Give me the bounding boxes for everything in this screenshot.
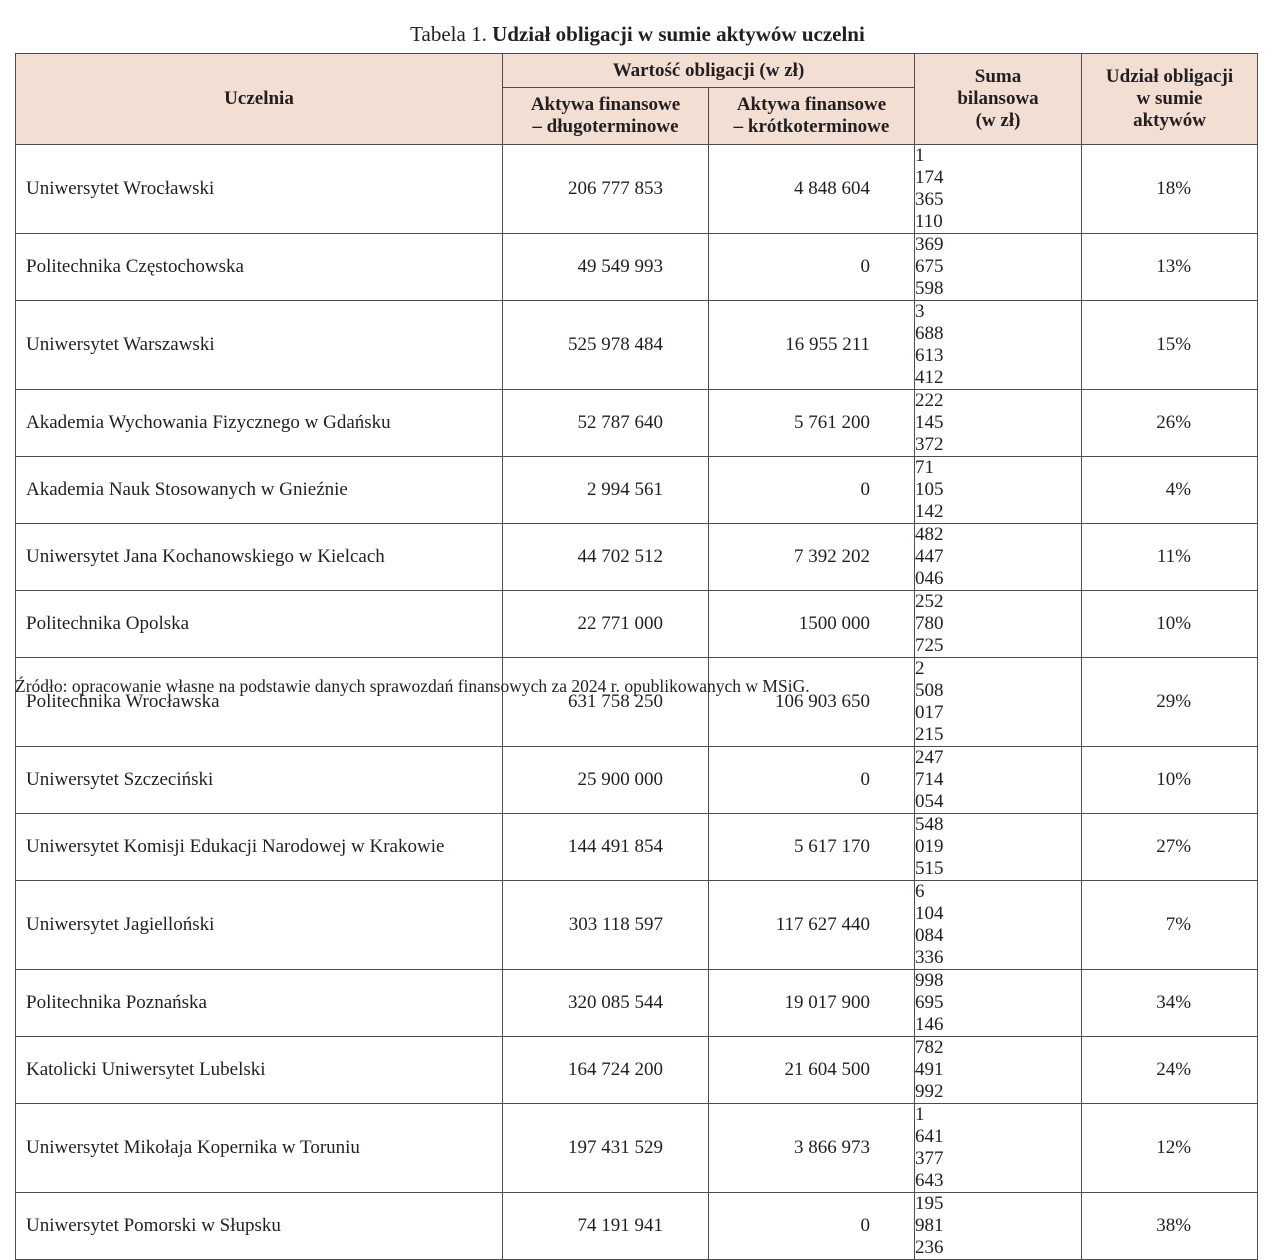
table-row: [16, 524, 1258, 591]
cell-uczelnia: Uniwersytet Jana Kochanowskiego w Kielcach: [16, 524, 503, 591]
cell-suma-bilansowa: 71 105 142: [915, 457, 1082, 524]
cell-suma-bilansowa: 195 981 236: [915, 1193, 1082, 1260]
cell-udzial: 11%: [1082, 524, 1258, 591]
cell-uczelnia: Uniwersytet Komisji Edukacji Narodowej w Krakowie: [16, 814, 503, 881]
cell-udzial: 4%: [1082, 457, 1258, 524]
cell-suma-bilansowa: 998 695 146: [915, 970, 1082, 1037]
cell-udzial: 7%: [1082, 881, 1258, 970]
table-title: Udział obligacji w sumie aktywów uczelni: [492, 22, 865, 46]
cell-suma-bilansowa: 369 675 598: [915, 234, 1082, 301]
cell-aktywa-krotkoterminowe: 19 017 900: [709, 970, 915, 1037]
cell-aktywa-dlugoterminowe: 631 758 250: [503, 658, 709, 747]
cell-uczelnia: Politechnika Częstochowska: [16, 234, 503, 301]
cell-aktywa-dlugoterminowe: 25 900 000: [503, 747, 709, 814]
source-note: Źródło: opracowanie własne na podstawie danych sprawozdań finansowych za 2024 r. opublikowanych w MSiG.: [15, 676, 810, 696]
header-aktywa-krotkoterminowe: Aktywa finansowe – krótkoterminowe: [709, 88, 915, 145]
header-uczelnia: Uczelnia: [16, 54, 503, 145]
cell-uczelnia: Uniwersytet Wrocławski: [16, 145, 503, 234]
cell-aktywa-dlugoterminowe: 525 978 484: [503, 301, 709, 390]
cell-uczelnia: Akademia Wychowania Fizycznego w Gdańsku: [16, 390, 503, 457]
header-udzial: Udział obligacji w sumie aktywów: [1082, 54, 1258, 145]
cell-uczelnia: Politechnika Poznańska: [16, 970, 503, 1037]
cell-aktywa-dlugoterminowe: 320 085 544: [503, 970, 709, 1037]
cell-aktywa-dlugoterminowe: 44 702 512: [503, 524, 709, 591]
cell-aktywa-dlugoterminowe: 74 191 941: [503, 1193, 709, 1260]
table-row: [16, 970, 1258, 1037]
cell-aktywa-dlugoterminowe: 144 491 854: [503, 814, 709, 881]
cell-udzial: 34%: [1082, 970, 1258, 1037]
table-row: [16, 234, 1258, 301]
cell-aktywa-krotkoterminowe: 4 848 604: [709, 145, 915, 234]
table-row: [16, 658, 1258, 747]
cell-suma-bilansowa: 6 104 084 336: [915, 881, 1082, 970]
cell-aktywa-krotkoterminowe: 0: [709, 457, 915, 524]
cell-uczelnia: Uniwersytet Szczeciński: [16, 747, 503, 814]
cell-aktywa-dlugoterminowe: 164 724 200: [503, 1037, 709, 1104]
cell-aktywa-krotkoterminowe: 0: [709, 747, 915, 814]
table-number: Tabela 1.: [410, 22, 487, 46]
cell-udzial: 29%: [1082, 658, 1258, 747]
cell-aktywa-krotkoterminowe: 5 617 170: [709, 814, 915, 881]
cell-suma-bilansowa: 2 508 017 215: [915, 658, 1082, 747]
table-row: [16, 390, 1258, 457]
header-wartosc-obligacji: Wartość obligacji (w zł): [503, 54, 915, 88]
table-row: [16, 814, 1258, 881]
cell-uczelnia: Uniwersytet Jagielloński: [16, 881, 503, 970]
cell-udzial: 27%: [1082, 814, 1258, 881]
cell-udzial: 26%: [1082, 390, 1258, 457]
cell-suma-bilansowa: 222 145 372: [915, 390, 1082, 457]
header-aktywa-dlugoterminowe: Aktywa finansowe – długoterminowe: [503, 88, 709, 145]
cell-aktywa-dlugoterminowe: 197 431 529: [503, 1104, 709, 1193]
cell-udzial: 10%: [1082, 591, 1258, 658]
cell-aktywa-dlugoterminowe: 303 118 597: [503, 881, 709, 970]
cell-aktywa-krotkoterminowe: 0: [709, 1193, 915, 1260]
table-row: [16, 1037, 1258, 1104]
cell-uczelnia: Uniwersytet Mikołaja Kopernika w Toruniu: [16, 1104, 503, 1193]
cell-suma-bilansowa: 252 780 725: [915, 591, 1082, 658]
header-suma-bilansowa: Suma bilansowa (w zł): [915, 54, 1082, 145]
bonds-table: [15, 53, 1258, 1260]
table-caption: [0, 19, 1275, 49]
table-row: [16, 145, 1258, 234]
cell-aktywa-krotkoterminowe: 106 903 650: [709, 658, 915, 747]
cell-aktywa-dlugoterminowe: 22 771 000: [503, 591, 709, 658]
table-body: [16, 145, 1258, 1260]
table-row: [16, 881, 1258, 970]
table-row: [16, 301, 1258, 390]
cell-aktywa-dlugoterminowe: 52 787 640: [503, 390, 709, 457]
cell-uczelnia: Uniwersytet Warszawski: [16, 301, 503, 390]
cell-aktywa-krotkoterminowe: 3 866 973: [709, 1104, 915, 1193]
cell-suma-bilansowa: 482 447 046: [915, 524, 1082, 591]
cell-udzial: 24%: [1082, 1037, 1258, 1104]
cell-udzial: 10%: [1082, 747, 1258, 814]
cell-aktywa-dlugoterminowe: 49 549 993: [503, 234, 709, 301]
cell-suma-bilansowa: 548 019 515: [915, 814, 1082, 881]
cell-suma-bilansowa: 247 714 054: [915, 747, 1082, 814]
cell-uczelnia: Katolicki Uniwersytet Lubelski: [16, 1037, 503, 1104]
cell-udzial: 18%: [1082, 145, 1258, 234]
cell-suma-bilansowa: 782 491 992: [915, 1037, 1082, 1104]
cell-uczelnia: Politechnika Wrocławska: [16, 658, 503, 747]
cell-udzial: 38%: [1082, 1193, 1258, 1260]
cell-suma-bilansowa: 1 174 365 110: [915, 145, 1082, 234]
cell-udzial: 12%: [1082, 1104, 1258, 1193]
table-row: [16, 747, 1258, 814]
table-row: [16, 591, 1258, 658]
cell-aktywa-dlugoterminowe: 2 994 561: [503, 457, 709, 524]
table-row: [16, 1193, 1258, 1260]
cell-aktywa-krotkoterminowe: 7 392 202: [709, 524, 915, 591]
cell-uczelnia: Politechnika Opolska: [16, 591, 503, 658]
cell-aktywa-krotkoterminowe: 1500 000: [709, 591, 915, 658]
cell-udzial: 13%: [1082, 234, 1258, 301]
cell-suma-bilansowa: 3 688 613 412: [915, 301, 1082, 390]
cell-aktywa-dlugoterminowe: 206 777 853: [503, 145, 709, 234]
cell-udzial: 15%: [1082, 301, 1258, 390]
cell-aktywa-krotkoterminowe: 0: [709, 234, 915, 301]
cell-uczelnia: Akademia Nauk Stosowanych w Gnieźnie: [16, 457, 503, 524]
table-row: [16, 457, 1258, 524]
cell-suma-bilansowa: 1 641 377 643: [915, 1104, 1082, 1193]
cell-aktywa-krotkoterminowe: 5 761 200: [709, 390, 915, 457]
cell-aktywa-krotkoterminowe: 117 627 440: [709, 881, 915, 970]
cell-aktywa-krotkoterminowe: 21 604 500: [709, 1037, 915, 1104]
table-row: [16, 1104, 1258, 1193]
cell-aktywa-krotkoterminowe: 16 955 211: [709, 301, 915, 390]
cell-uczelnia: Uniwersytet Pomorski w Słupsku: [16, 1193, 503, 1260]
